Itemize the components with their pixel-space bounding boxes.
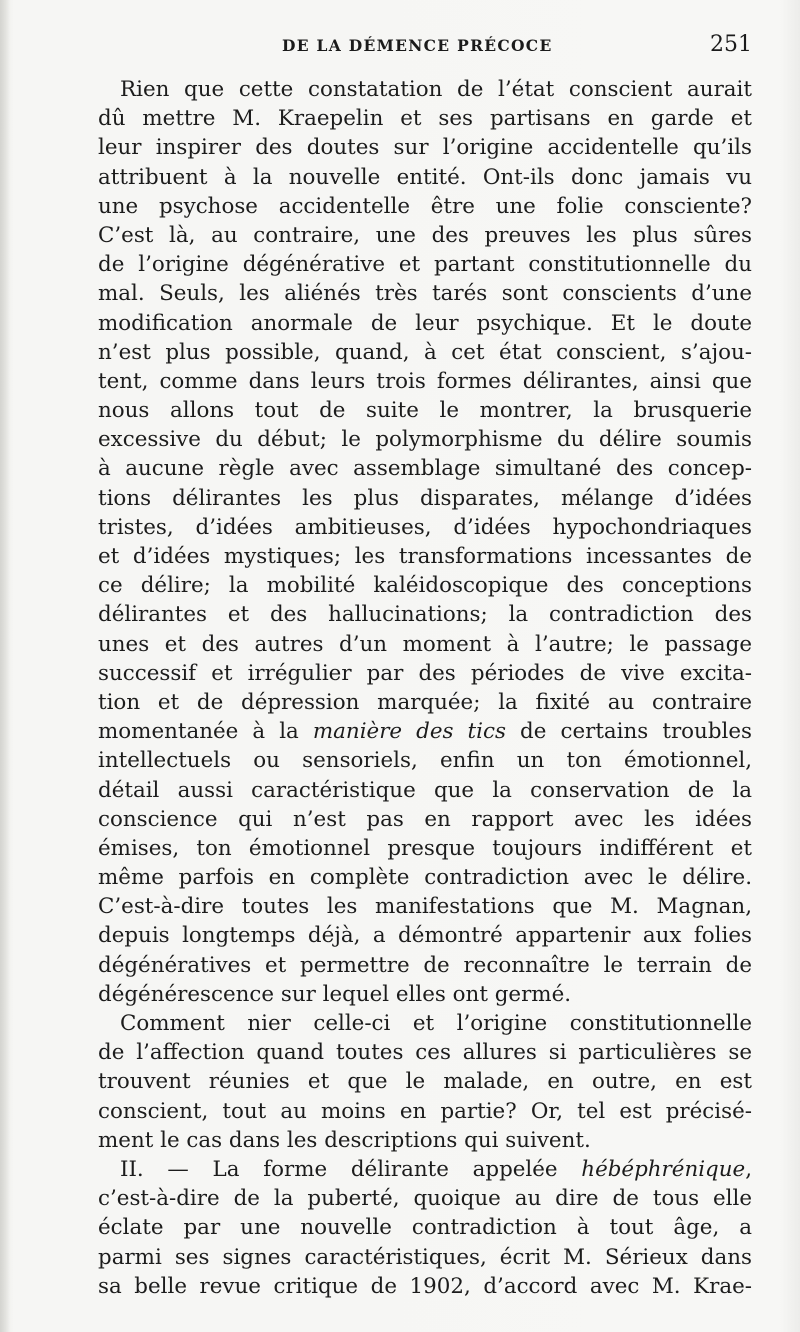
text-line: éclate par une nouvelle contradiction à tout âge, a: [98, 1215, 752, 1241]
text-line: à aucune règle avec assemblage simultané des concep-: [98, 456, 752, 482]
text-line: détail aussi caractéristique que la conservation de la: [98, 777, 752, 803]
body-text: [98, 75, 752, 1301]
text-line: [98, 1155, 752, 1184]
running-head: [0, 32, 800, 66]
text-line: une psychose accidentelle être une folie consciente?: [98, 193, 752, 219]
text-line: C’est là, au contraire, une des preuves les plus sûres: [98, 222, 752, 248]
text-line: parmi ses signes caractéristiques, écrit M. Sérieux dans: [98, 1244, 752, 1270]
text-line: nous allons tout de suite le montrer, la brusquerie: [98, 398, 752, 424]
text-line: tions délirantes les plus disparates, mélange d’idées: [98, 485, 752, 511]
text-line: de l’origine dégénérative et partant constitutionnelle du: [98, 252, 752, 278]
text-line: ment le cas dans les descriptions qui suivent.: [98, 1127, 591, 1153]
text-span: de certains troubles: [505, 719, 752, 745]
text-line: [98, 717, 752, 746]
text-line: Rien que cette constatation de l’état conscient aurait: [120, 77, 752, 102]
text-line: modification anormale de leur psychique. Et le doute: [98, 310, 752, 336]
text-line: leur inspirer des doutes sur l’origine accidentelle qu’ils: [98, 135, 752, 161]
text-line: excessive du début; le polymorphisme du délire soumis: [98, 427, 752, 453]
text-line: n’est plus possible, quand, à cet état conscient, s’ajou-: [98, 339, 752, 365]
text-line: délirantes et des hallucinations; la contradiction des: [98, 602, 752, 628]
text-line: dû mettre M. Kraepelin et ses partisans en garde et: [98, 106, 752, 132]
text-line: attribuent à la nouvelle entité. Ont-ils donc jamais vu: [98, 164, 752, 190]
text-line: même parfois en complète contradiction avec le délire.: [98, 865, 752, 891]
running-head-title: DE LA DÉMENCE PRÉCOCE: [282, 36, 553, 55]
text-span: II. — La forme délirante appelée: [120, 1156, 582, 1182]
text-line: conscient, tout au moins en partie? Or, tel est précisé-: [98, 1098, 752, 1124]
text-line: c’est-à-dire de la puberté, quoique au dire de tous elle: [98, 1186, 752, 1212]
binding-shadow: [0, 0, 10, 1332]
text-line: C’est-à-dire toutes les manifestations que M. Magnan,: [98, 894, 752, 920]
text-line: unes et des autres d’un moment à l’autre; le passage: [98, 631, 752, 657]
text-line: ce délire; la mobilité kaléidoscopique des conceptions: [98, 573, 752, 599]
text-span: momentanée à la: [98, 719, 313, 745]
italic-term: hébéphrénique: [581, 1156, 746, 1182]
text-line: mal. Seuls, les aliénés très tarés sont conscients d’une: [98, 281, 752, 307]
text-line: émises, ton émotionnel presque toujours indifférent et: [98, 835, 752, 861]
text-line: de l’affection quand toutes ces allures si particulières se: [98, 1040, 752, 1066]
page-number: 251: [710, 32, 752, 57]
text-line: conscience qui n’est pas en rapport avec les idées: [98, 806, 752, 832]
text-line: dégénérescence sur lequel elles ont germé.: [98, 981, 572, 1007]
text-line: successif et irrégulier par des périodes de vive excita-: [98, 660, 752, 686]
italic-term: manière des tics: [312, 719, 506, 745]
text-line: tent, comme dans leurs trois formes délirantes, ainsi que: [98, 368, 752, 394]
text-line: tristes, d’idées ambitieuses, d’idées hypochondriaques: [98, 514, 752, 540]
text-line: depuis longtemps déjà, a démontré appartenir aux folies: [98, 923, 752, 949]
text-line: trouvent réunies et que le malade, en outre, en est: [98, 1069, 752, 1095]
text-line: Comment nier celle-ci et l’origine constitutionnelle: [120, 1011, 752, 1036]
text-span: ,: [745, 1156, 752, 1182]
text-line: intellectuels ou sensoriels, enfin un ton émotionnel,: [98, 748, 752, 774]
text-line: sa belle revue critique de 1902, d’accord avec M. Krae-: [98, 1273, 752, 1299]
text-line: et d’idées mystiques; les transformations incessantes de: [98, 544, 752, 569]
text-line: dégénératives et permettre de reconnaître le terrain de: [98, 952, 752, 978]
text-line: tion et de dépression marquée; la fixité au contraire: [98, 689, 752, 715]
